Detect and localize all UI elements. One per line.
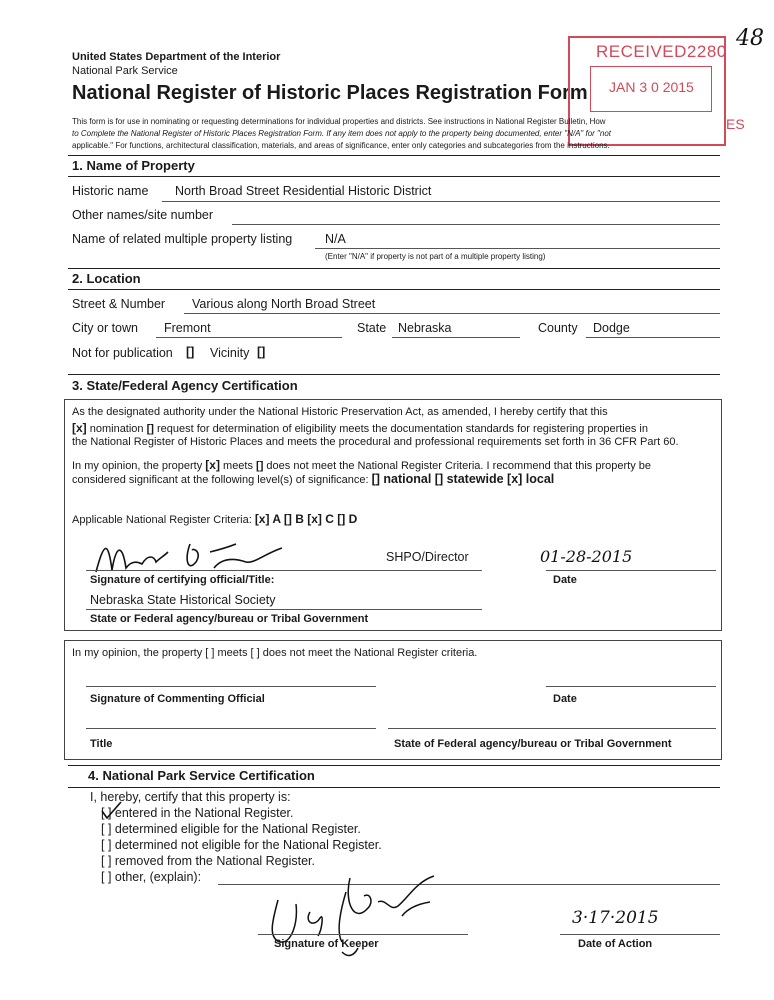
certifying-date-label: Date — [553, 574, 577, 586]
criteria-label: Applicable National Register Criteria: — [72, 514, 255, 526]
related-listing-label: Name of related multiple property listing — [72, 232, 293, 246]
cert-paragraph-line-3: the National Register of Historic Places and meets the procedural and professional requirements set forth in 36 CFR Part 60. — [72, 436, 679, 448]
removed-option[interactable]: [ ] removed from the National Register. — [101, 854, 315, 868]
section-4-heading: 4. National Park Service Certification — [88, 768, 315, 783]
certifying-date-value: 01-28-2015 — [540, 547, 633, 566]
vicinity-label: Vicinity — [210, 346, 250, 360]
commenting-date-line — [546, 686, 716, 687]
stamp-received-text: RECEIVED2280 — [596, 42, 727, 61]
action-date-value: 3·17·2015 — [572, 908, 659, 928]
determined-eligible-option[interactable]: [ ] determined eligible for the National Register. — [101, 822, 361, 836]
related-listing-line — [315, 248, 720, 249]
state-line — [392, 337, 520, 338]
cert-paragraph-line-2 — [72, 421, 648, 435]
action-date-line — [560, 934, 720, 935]
commenting-date-label: Date — [553, 693, 577, 705]
commenting-agency-line — [388, 728, 716, 729]
county-label: County — [538, 321, 578, 335]
other-names-label: Other names/site number — [72, 208, 214, 222]
commenting-agency-label: State of Federal agency/bureau or Tribal Government — [394, 738, 672, 750]
significance-levels[interactable]: [] national [] statewide [x] local — [371, 472, 555, 486]
department-name: United States Department of the Interior — [72, 51, 281, 63]
keeper-intro: I, hereby, certify that this property is: — [90, 790, 291, 804]
meets-checkbox[interactable]: [x] — [205, 458, 220, 472]
state-label: State — [357, 321, 387, 335]
commenting-signature-label: Signature of Commenting Official — [90, 693, 265, 705]
city-label: City or town — [72, 321, 138, 335]
entered-option[interactable]: [ ] entered in the National Register. — [101, 806, 294, 820]
section-4-top-rule — [68, 765, 720, 766]
other-option[interactable]: [ ] other, (explain): — [101, 870, 202, 884]
significance-text: considered significant at the following level(s) of significance: — [72, 474, 372, 486]
commenting-title-line — [86, 728, 376, 729]
entered-check-mark — [99, 800, 129, 822]
keeper-signature-line — [258, 934, 468, 935]
commenting-signature-line — [86, 686, 376, 687]
commenting-title-label: Title — [90, 738, 113, 750]
street-label: Street & Number — [72, 297, 166, 311]
section-2-bottom-rule — [68, 289, 720, 290]
instructions-line-2: to Complete the National Register of Historic Places Registration Form. If any item does not apply to the property being documented, enter "N/A" for "not — [72, 129, 612, 138]
opinion-line-2 — [72, 472, 554, 486]
cert-paragraph-line-1: As the designated authority under the National Historic Preservation Act, as amended, I hereby certify that this — [72, 406, 608, 418]
criteria-line — [72, 512, 357, 526]
page-mark: 48 — [736, 26, 764, 51]
certifying-date-line — [546, 570, 716, 571]
section-2-heading: 2. Location — [72, 271, 141, 286]
criteria-values[interactable]: [x] A [] B [x] C [] D — [254, 512, 358, 526]
service-name: National Park Service — [72, 65, 178, 77]
nomination-text: nomination — [86, 423, 147, 435]
historic-name-label: Historic name — [72, 184, 149, 198]
request-checkbox[interactable]: [] — [146, 423, 154, 435]
street-value: Various along North Broad Street — [192, 297, 376, 311]
certifying-title-value: SHPO/Director — [386, 550, 469, 564]
keeper-signature — [258, 872, 448, 968]
section-2-top-rule — [68, 268, 720, 269]
opinion-text-a: In my opinion, the property — [72, 460, 206, 472]
section-3-top-rule — [68, 374, 720, 375]
opinion-line-1 — [72, 458, 651, 472]
stamp-overflow-text: ES — [726, 116, 745, 132]
stamp-inner-box — [590, 66, 712, 112]
historic-name-line — [162, 201, 720, 202]
stamp-date: JAN 3 0 2015 — [609, 79, 694, 95]
not-for-publication-label: Not for publication — [72, 346, 173, 360]
city-line — [156, 337, 342, 338]
commenting-opinion-line: In my opinion, the property [ ] meets [ ] does not meet the National Register criteria. — [72, 647, 478, 659]
does-not-meet-checkbox[interactable]: [] — [256, 460, 264, 472]
other-names-line — [232, 224, 720, 225]
certifying-signature-label: Signature of certifying official/Title: — [90, 574, 275, 586]
request-text: request for determination of eligibility meets the documentation standards for registering properties in — [153, 423, 648, 435]
vicinity-checkbox[interactable]: [] — [257, 345, 266, 359]
agency-label: State or Federal agency/bureau or Tribal Government — [90, 613, 369, 625]
section-1-bottom-rule — [68, 176, 720, 177]
instructions-line-3: applicable." For functions, architectural classification, materials, and areas of significance, enter only categories and subcategories from the instructions. — [72, 141, 610, 150]
section-3-heading: 3. State/Federal Agency Certification — [72, 378, 298, 393]
section-4-bottom-rule — [68, 787, 720, 788]
related-listing-note: (Enter "N/A" if property is not part of a multiple property listing) — [325, 252, 546, 261]
keeper-signature-label: Signature of Keeper — [274, 938, 379, 950]
nomination-checkbox[interactable]: [x] — [72, 421, 87, 435]
city-value: Fremont — [164, 321, 211, 335]
opinion-text-b: meets — [219, 460, 257, 472]
agency-value: Nebraska State Historical Society — [90, 593, 276, 607]
determined-not-eligible-option[interactable]: [ ] determined not eligible for the National Register. — [101, 838, 382, 852]
related-listing-value: N/A — [325, 232, 346, 246]
historic-name-value: North Broad Street Residential Historic District — [175, 184, 432, 198]
street-line — [184, 313, 720, 314]
not-for-publication-checkbox[interactable]: [] — [186, 345, 195, 359]
instructions-line-1: This form is for use in nominating or requesting determinations for individual properties and districts. See instructions in National Register Bulletin, How — [72, 117, 606, 126]
opinion-text-c: does not meet the National Register Criteria. I recommend that this property be — [263, 460, 652, 472]
certifying-signature-line — [86, 570, 482, 571]
action-date-label: Date of Action — [578, 938, 653, 950]
state-value: Nebraska — [398, 321, 452, 335]
county-value: Dodge — [593, 321, 630, 335]
agency-line — [86, 609, 482, 610]
county-line — [586, 337, 720, 338]
section-1-heading: 1. Name of Property — [72, 158, 195, 173]
form-title: National Register of Historic Places Registration Form — [72, 82, 588, 104]
section-1-top-rule — [68, 155, 720, 156]
